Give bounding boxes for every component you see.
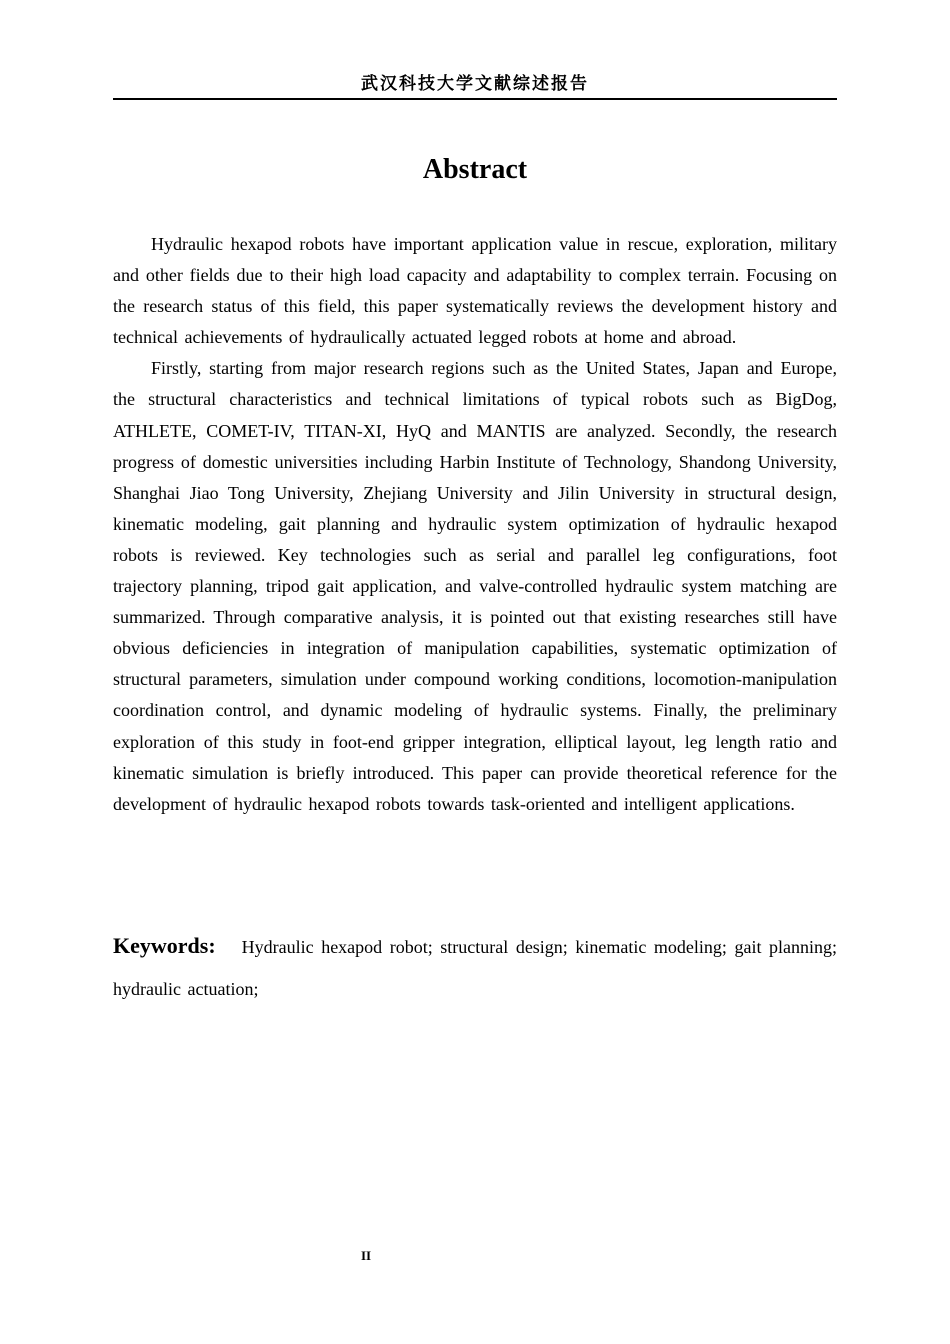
page-header — [113, 72, 837, 100]
keywords-text: Hydraulic hexapod robot; structural design; kinematic modeling; gait planning; hydraulic actuation; — [113, 937, 837, 999]
abstract-paragraph-1: Hydraulic hexapod robots have important application value in rescue, exploration, military and other fields due to their high load capacity and adaptability to complex terrain. Focusing on the research status of this field, this paper systematically reviews the development history and technical achievements of hydraulically actuated legged robots at home and abroad. — [113, 234, 837, 348]
abstract-title: Abstract — [422, 154, 528, 185]
header-title: 武汉科技大学文献综述报告 — [361, 74, 589, 94]
abstract-body — [113, 229, 837, 820]
keywords — [113, 925, 837, 1010]
abstract-paragraph-2: Firstly, starting from major research regions such as the United States, Japan and Europe, the structural characteristics and technical limitations of typical robots such as BigDog, ATHLETE, COMET-IV, TITAN-XI, HyQ and MANTIS are analyzed. Secondly, the research progress of domestic universities including Harbin Institute of Technology, Shandong University, Shanghai Jiao Tong University, Zhejiang University and Jilin University in structural design, kinematic modeling, gait planning and hydraulic system optimization of hydraulic hexapod robots is reviewed. Key technologies such as serial and parallel leg configurations, foot trajectory planning, tripod gait application, and valve-controlled hydraulic system matching are summarized. Through comparative analysis, it is pointed out that existing researches still have obvious deficiencies in integration of manipulation capabilities, systematic optimization of structural parameters, simulation under compound working conditions, locomotion-manipulation coordination control, and dynamic modeling of hydraulic systems. Finally, the preliminary exploration of this study in foot-end gripper integration, elliptical layout, leg length ratio and kinematic simulation is briefly introduced. This paper can provide theoretical reference for the development of hydraulic hexapod robots towards task-oriented and intelligent applications. — [113, 358, 837, 814]
page-number: II — [360, 1248, 372, 1263]
keywords-label: Keywords: — [113, 933, 216, 958]
